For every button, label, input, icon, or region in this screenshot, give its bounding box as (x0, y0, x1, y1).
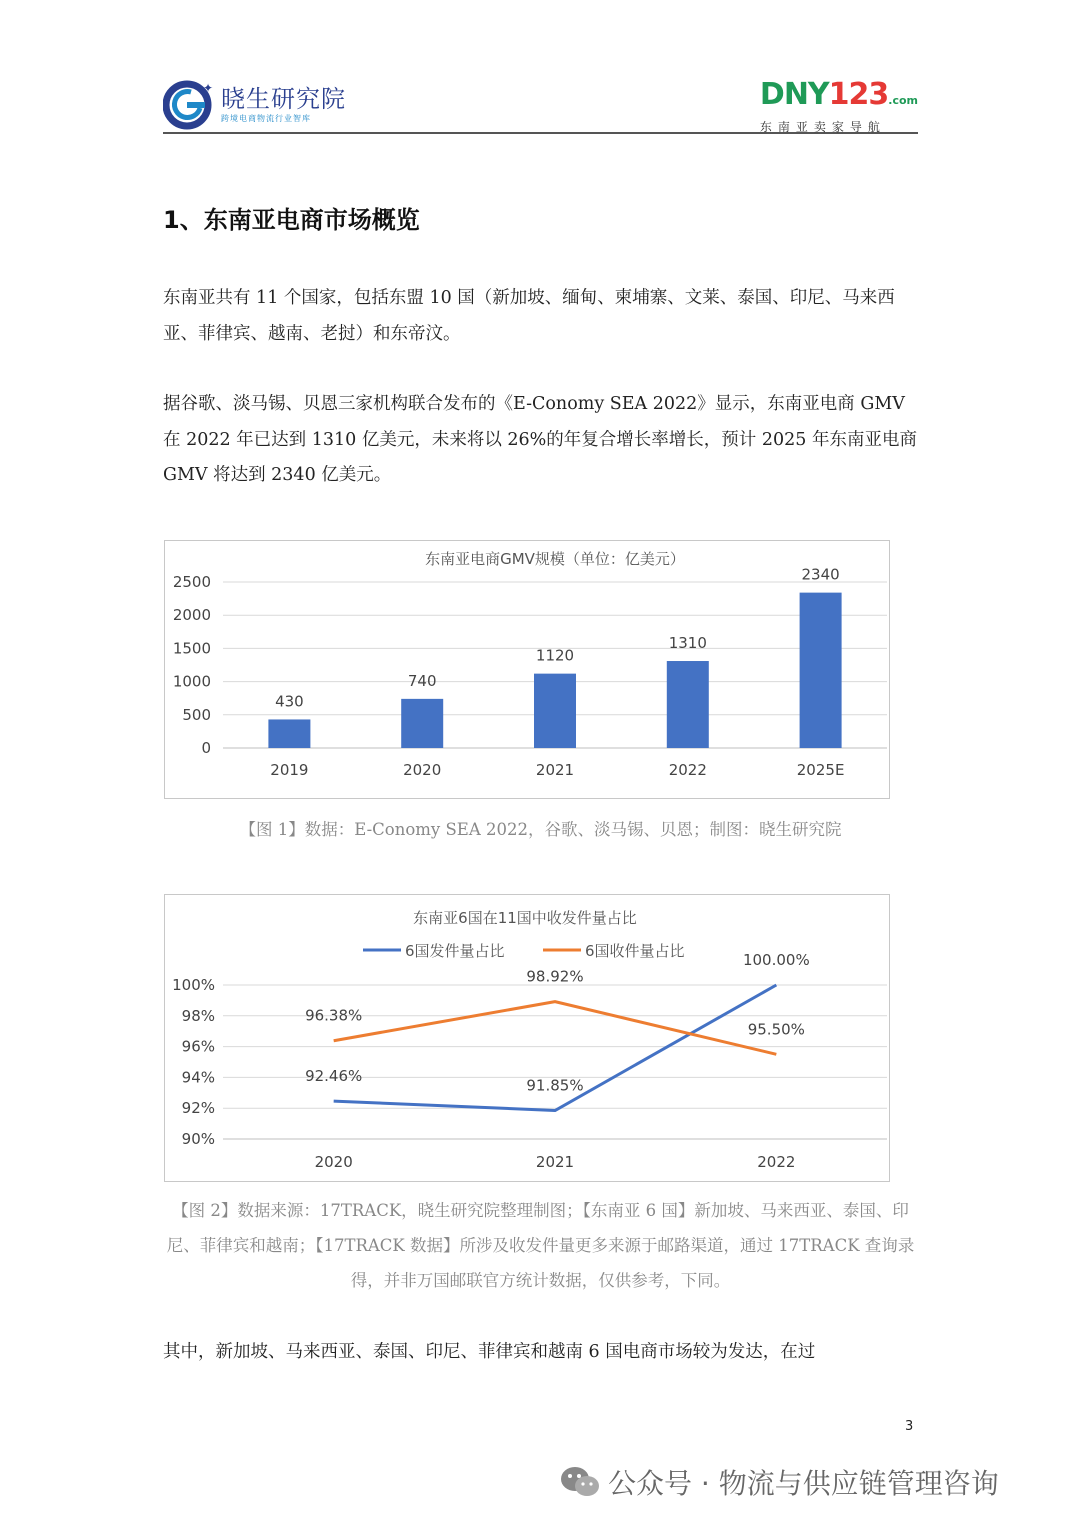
section-title: 1、东南亚电商市场概览 (163, 206, 420, 234)
chart1-x-tick: 2019 (270, 761, 309, 779)
wechat-icon (560, 1465, 600, 1499)
chart2-data-label: 96.38% (305, 1006, 363, 1025)
chart2-y-tick: 92% (181, 1099, 215, 1118)
chart2-x-tick: 2020 (314, 1153, 353, 1171)
paragraph-countries: 东南亚共有 11 个国家，包括东盟 10 国（新加坡、缅甸、柬埔寨、文莱、泰国、印尼、马来西亚、菲律宾、越南、老挝）和东帝汶。 (163, 288, 895, 344)
chart1-x-tick: 2025E (796, 761, 845, 779)
svg-text:✦: ✦ (203, 81, 214, 95)
chart1-bar (401, 699, 443, 748)
gmv-bar-chart (164, 540, 890, 799)
figure2-caption: 【图 2】数据来源：17TRACK，晓生研究院整理制图；【东南亚 6 国】新加坡、马来西亚、泰国、印尼、菲律宾和越南；【17TRACK 数据】所涉及收发件量更多来源于邮路渠道，通过 17TRACK 查询录得，并非万国邮联官方统计数据，仅供参考，下同。 (166, 1201, 915, 1290)
chart2-y-tick: 96% (181, 1037, 215, 1056)
chart1-y-tick: 0 (201, 739, 211, 757)
chart1-x-tick: 2022 (668, 761, 707, 779)
chart1-bar (667, 661, 709, 748)
watermark-text: 公众号 · 物流与供应链管理咨询 (608, 1467, 999, 1500)
chart1-data-label: 740 (407, 671, 437, 690)
chart2-data-label: 95.50% (747, 1020, 805, 1039)
paragraph-six-countries: 其中，新加坡、马来西亚、泰国、印尼、菲律宾和越南 6 国电商市场较为发达，在过 (163, 1342, 816, 1362)
dny123-logo (759, 77, 918, 135)
dny123-brand: DNY123.com (759, 77, 918, 112)
chart1-x-tick: 2021 (535, 761, 575, 779)
chart1-bar (800, 593, 842, 748)
chart1-y-tick: 1500 (172, 639, 211, 658)
wechat-watermark (560, 1462, 999, 1502)
chart2-x-tick: 2021 (535, 1153, 575, 1171)
logo-name: 晓生研究院 (221, 84, 346, 113)
logo-subtitle: 跨境电商物流行业智库 (221, 113, 311, 123)
chart1-y-tick: 2500 (172, 573, 211, 591)
chart2-y-tick: 98% (181, 1006, 215, 1025)
paragraph-gmv: 据谷歌、淡马锡、贝恩三家机构联合发布的《E-Conomy SEA 2022》显示，东南亚电商 GMV 在 2022 年已达到 1310 亿美元，未来将以 26%的年复合增长率增长，预计 2025 年东南亚电商 GMV 将达到 2340 亿美元。 (163, 394, 917, 485)
chart2-title: 东南亚6国在11国中收发件量占比 (413, 909, 637, 927)
chart2-legend-label: 6国收件量占比 (585, 942, 685, 960)
g-logo-icon (163, 78, 215, 130)
chart1-y-tick: 2000 (172, 606, 211, 625)
chart2-data-label: 98.92% (526, 967, 584, 986)
chart1-data-label: 2340 (801, 565, 840, 584)
chart1-y-tick: 500 (182, 705, 211, 724)
chart2-legend-label: 6国发件量占比 (405, 942, 505, 960)
chart1-data-label: 430 (275, 692, 304, 711)
chart1-data-label: 1120 (535, 646, 575, 665)
figure1-caption: 【图 1】数据：E-Conomy SEA 2022，谷歌、淡马锡、贝恩；制图：晓生研究院 (239, 820, 842, 839)
chart2-y-tick: 90% (181, 1130, 215, 1148)
dny123-tagline: 东南亚卖家导航 (759, 120, 886, 134)
chart2-data-label: 91.85% (526, 1076, 584, 1095)
chart1-bar (534, 674, 576, 748)
chart2-x-tick: 2022 (757, 1153, 796, 1171)
parcel-share-line-chart (164, 894, 890, 1182)
chart1-x-tick: 2020 (403, 761, 442, 779)
chart1-title: 东南亚电商GMV规模（单位：亿美元） (425, 550, 685, 568)
xiaosheng-logo (163, 78, 346, 130)
chart1-data-label: 1310 (668, 634, 707, 653)
page-number: 3 (905, 1419, 914, 1434)
page-header (163, 72, 918, 134)
gmv-bar-chart-svg (165, 541, 889, 798)
parcel-share-line-chart-svg (165, 895, 889, 1181)
chart2-data-label: 100.00% (742, 951, 810, 969)
chart2-data-label: 92.46% (305, 1067, 363, 1086)
chart1-y-tick: 1000 (172, 672, 211, 691)
chart2-y-tick: 94% (181, 1068, 215, 1087)
chart2-y-tick: 100% (172, 976, 215, 994)
chart1-bar (268, 719, 310, 748)
